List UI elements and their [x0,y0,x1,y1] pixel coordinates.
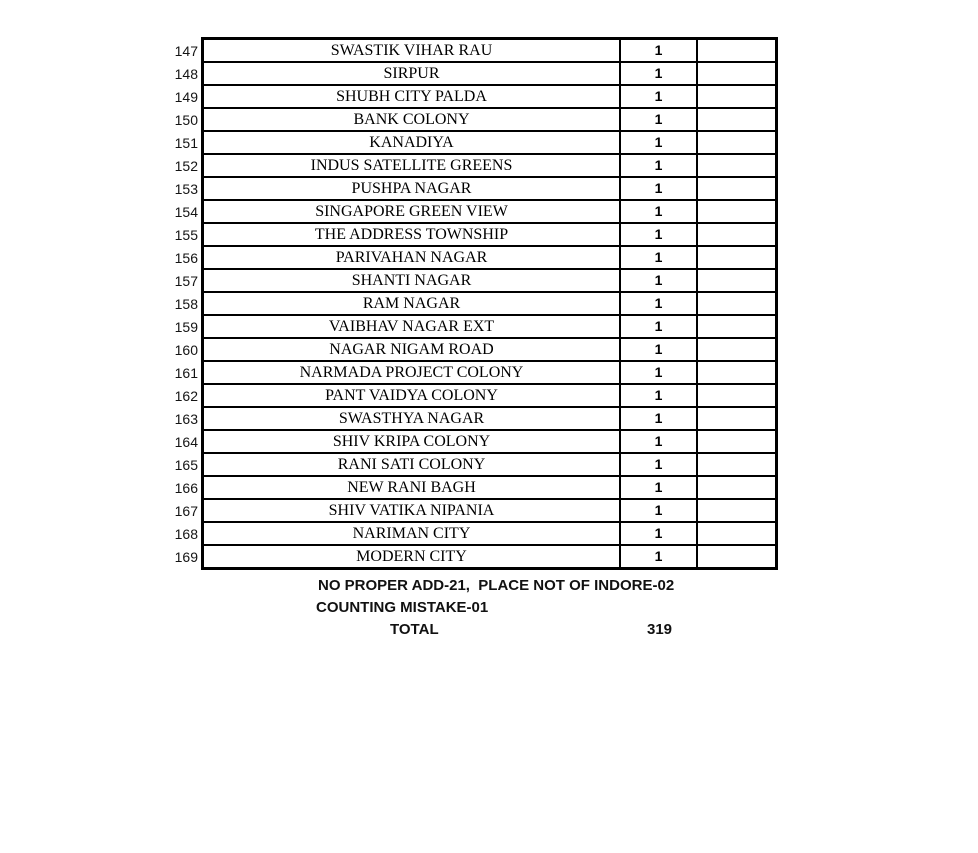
locality-cell: PARIVAHAN NAGAR [203,246,621,269]
table-body [203,39,777,569]
count-cell: 1 [620,269,697,292]
extra-cell [697,200,777,223]
count-cell: 1 [620,430,697,453]
table-row [203,522,777,545]
count-cell: 1 [620,338,697,361]
table-row [203,246,777,269]
count-cell: 1 [620,522,697,545]
total-row [201,619,813,641]
table-row [203,384,777,407]
count-cell: 1 [620,131,697,154]
row-number: 159 [174,319,198,335]
count-cell: 1 [620,108,697,131]
table-row [203,430,777,453]
table-row [203,338,777,361]
table-row [203,154,777,177]
row-number: 166 [174,480,198,496]
locality-cell: PANT VAIDYA COLONY [203,384,621,407]
count-cell: 1 [620,545,697,569]
table-row [203,223,777,246]
extra-cell [697,499,777,522]
locality-cell: NAGAR NIGAM ROAD [203,338,621,361]
row-number: 150 [174,112,198,128]
locality-cell: NARIMAN CITY [203,522,621,545]
extra-cell [697,476,777,499]
row-number: 147 [174,43,198,59]
extra-cell [697,177,777,200]
table-row [203,292,777,315]
table-row [203,177,777,200]
row-number: 154 [174,204,198,220]
row-number: 153 [174,181,198,197]
count-cell: 1 [620,476,697,499]
row-number: 148 [174,66,198,82]
table-row [203,269,777,292]
count-cell: 1 [620,200,697,223]
table-row [203,476,777,499]
count-cell: 1 [620,453,697,476]
table-row [203,62,777,85]
locality-cell: MODERN CITY [203,545,621,569]
extra-cell [697,246,777,269]
count-cell: 1 [620,246,697,269]
table-row [203,361,777,384]
locality-cell: SWASTIK VIHAR RAU [203,39,621,63]
row-number: 161 [174,365,198,381]
row-number: 157 [174,273,198,289]
row-number: 158 [174,296,198,312]
extra-cell [697,407,777,430]
count-cell: 1 [620,499,697,522]
extra-cell [697,453,777,476]
extra-cell [697,131,777,154]
extra-cell [697,361,777,384]
row-number: 155 [174,227,198,243]
extra-cell [697,269,777,292]
table-row [203,108,777,131]
extra-cell [697,62,777,85]
locality-cell: PUSHPA NAGAR [203,177,621,200]
count-cell: 1 [620,407,697,430]
locality-cell: SHIV KRIPA COLONY [203,430,621,453]
locality-cell: RANI SATI COLONY [203,453,621,476]
extra-cell [697,430,777,453]
count-cell: 1 [620,154,697,177]
locality-cell: SHANTI NAGAR [203,269,621,292]
locality-cell: SWASTHYA NAGAR [203,407,621,430]
row-number: 169 [174,549,198,565]
row-number: 167 [174,503,198,519]
locality-cell: VAIBHAV NAGAR EXT [203,315,621,338]
row-number: 162 [174,388,198,404]
extra-cell [697,522,777,545]
locality-cell: SHUBH CITY PALDA [203,85,621,108]
locality-cell: BANK COLONY [203,108,621,131]
extra-cell [697,108,777,131]
extra-cell [697,154,777,177]
count-cell: 1 [620,292,697,315]
table-row [203,407,777,430]
total-label: TOTAL [390,621,439,638]
row-number: 164 [174,434,198,450]
table-row [203,200,777,223]
extra-cell [697,315,777,338]
locality-cell: INDUS SATELLITE GREENS [203,154,621,177]
locality-cell: SHIV VATIKA NIPANIA [203,499,621,522]
summary-note-2: COUNTING MISTAKE-01 [316,599,489,616]
row-number: 149 [174,89,198,105]
row-number-gutter [173,40,198,569]
table-row [203,131,777,154]
table-row [203,453,777,476]
locality-cell: NEW RANI BAGH [203,476,621,499]
row-number: 163 [174,411,198,427]
locality-cell: RAM NAGAR [203,292,621,315]
row-number: 152 [174,158,198,174]
sheet [173,37,813,641]
summary-note-1: NO PROPER ADD-21, PLACE NOT OF INDORE-02 [318,577,675,594]
table-row [203,499,777,522]
row-number: 151 [174,135,198,151]
locality-cell: SIRPUR [203,62,621,85]
extra-cell [697,384,777,407]
row-number: 160 [174,342,198,358]
extra-cell [697,223,777,246]
extra-cell [697,39,777,63]
locality-cell: NARMADA PROJECT COLONY [203,361,621,384]
count-cell: 1 [620,315,697,338]
count-cell: 1 [620,62,697,85]
table-row [203,39,777,63]
count-cell: 1 [620,223,697,246]
row-number: 156 [174,250,198,266]
count-cell: 1 [620,85,697,108]
locality-cell: THE ADDRESS TOWNSHIP [203,223,621,246]
extra-cell [697,292,777,315]
table-row [203,545,777,569]
locality-cell: SINGAPORE GREEN VIEW [203,200,621,223]
locality-table [201,37,778,570]
count-cell: 1 [620,39,697,63]
extra-cell [697,338,777,361]
table-row [203,85,777,108]
table-row [203,315,777,338]
extra-cell [697,85,777,108]
locality-cell: KANADIYA [203,131,621,154]
total-value: 319 [647,621,673,638]
summary [201,570,813,641]
count-cell: 1 [620,361,697,384]
count-cell: 1 [620,384,697,407]
count-cell: 1 [620,177,697,200]
extra-cell [697,545,777,569]
row-number: 165 [174,457,198,473]
row-number: 168 [174,526,198,542]
